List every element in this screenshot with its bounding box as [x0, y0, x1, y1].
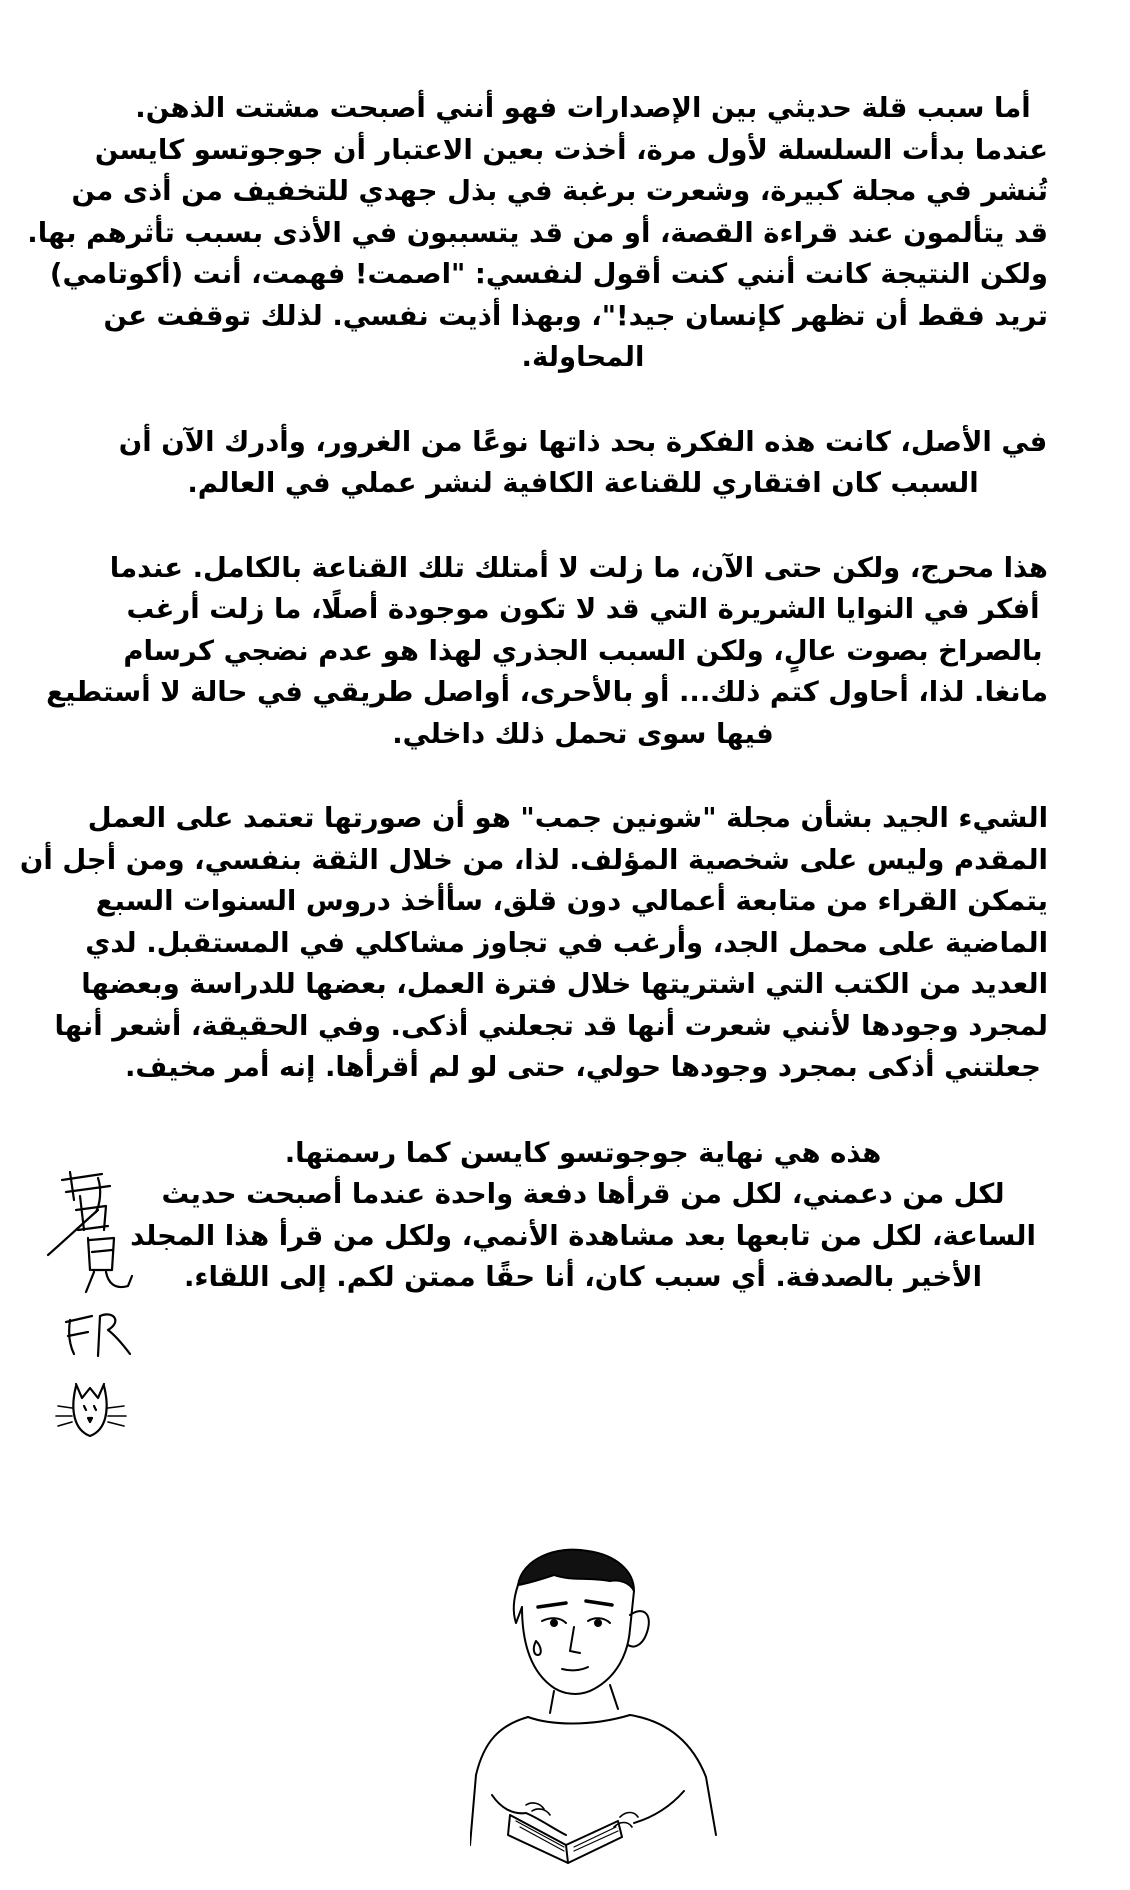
text-line: الشيء الجيد بشأن مجلة "شونين جمب" هو أن صورتها تعتمد على العمل — [87, 802, 1048, 834]
paragraph-4 — [19, 798, 1048, 1089]
author-portrait-icon — [470, 1545, 740, 1880]
text-line: الماضية على محمل الجد، وأرغب في تجاوز مشاكلي في المستقبل. لدي — [85, 926, 1048, 959]
author-signature-icon — [40, 1160, 140, 1450]
text-line: السبب كان افتقاري للقناعة الكافية لنشر عملي في العالم. — [187, 467, 979, 499]
text-line: بالصراخ بصوت عالٍ، ولكن السبب الجذري لهذا هو عدم نضجي كرسام — [123, 634, 1043, 667]
text-line: هذا محرج، ولكن حتى الآن، ما زلت لا أمتلك تلك القناعة بالكامل. عندما — [109, 551, 1048, 584]
afterword-text — [19, 88, 1048, 1299]
text-line: قد يتألمون عند قراءة القصة، أو من قد يتسببون في الأذى بسبب تأثرهم بها. — [27, 216, 1048, 249]
text-line: في الأصل، كانت هذه الفكرة بحد ذاتها نوعًا من الغرور، وأدرك الآن أن — [118, 425, 1048, 458]
text-line: المحاولة. — [521, 341, 645, 373]
text-line: المقدم وليس على شخصية المؤلف. لذا، من خلال الثقة بنفسي، ومن أجل أن — [19, 843, 1048, 876]
paragraph-2 — [118, 422, 1048, 505]
text-line: ولكن النتيجة كانت أنني كنت أقول لنفسي: "اصمت! فهمت، أنت (أكوتامي) — [49, 258, 1048, 290]
text-line: أفكر في النوايا الشريرة التي قد لا تكون موجودة أصلًا، ما زلت أرغب — [126, 593, 1040, 625]
text-line: لكل من دعمني، لكل من قرأها دفعة واحدة عندما أصبحت حديث — [161, 1178, 1005, 1210]
paragraph-1 — [27, 88, 1048, 379]
text-line: أما سبب قلة حديثي بين الإصدارات فهو أنني أصبحت مشتت الذهن. — [135, 92, 1031, 124]
text-line: الساعة، لكل من تابعها بعد مشاهدة الأنمي، ولكل من قرأ هذا المجلد — [130, 1219, 1036, 1252]
paragraph-3 — [46, 548, 1048, 756]
paragraph-5 — [118, 1133, 1048, 1299]
text-line: العديد من الكتب التي اشتريتها خلال فترة العمل، بعضها للدراسة وبعضها — [81, 968, 1048, 1000]
text-line: تُنشر في مجلة كبيرة، وشعرت برغبة في بذل جهدي للتخفيف من أذى من — [71, 175, 1048, 207]
text-line: مانغا. لذا، أحاول كتم ذلك... أو بالأحرى، أواصل طريقي في حالة لا أستطيع — [46, 676, 1048, 708]
text-line: فيها سوى تحمل ذلك داخلي. — [392, 717, 774, 750]
text-line: هذه هي نهاية جوجوتسو كايسن كما رسمتها. — [284, 1136, 882, 1169]
text-line: جعلتني أذكى بمجرد وجودها حولي، حتى لو لم أقرأها. إنه أمر مخيف. — [124, 1051, 1041, 1083]
text-line: لمجرد وجودها لأنني شعرت أنها قد تجعلني أذكى. وفي الحقيقة، أشعر أنها — [54, 1009, 1048, 1042]
text-line: يتمكن القراء من متابعة أعمالي دون قلق، سأأخذ دروس السنوات السبع — [95, 885, 1048, 917]
text-line: تريد فقط أن تظهر كإنسان جيد!"، وبهذا أذيت نفسي. لذلك توقفت عن — [103, 299, 1048, 332]
text-line: الأخير بالصدفة. أي سبب كان، أنا حقًا ممتن لكم. إلى اللقاء. — [183, 1261, 983, 1293]
text-line: عندما بدأت السلسلة لأول مرة، أخذت بعين الاعتبار أن جوجوتسو كايسن — [94, 133, 1048, 166]
